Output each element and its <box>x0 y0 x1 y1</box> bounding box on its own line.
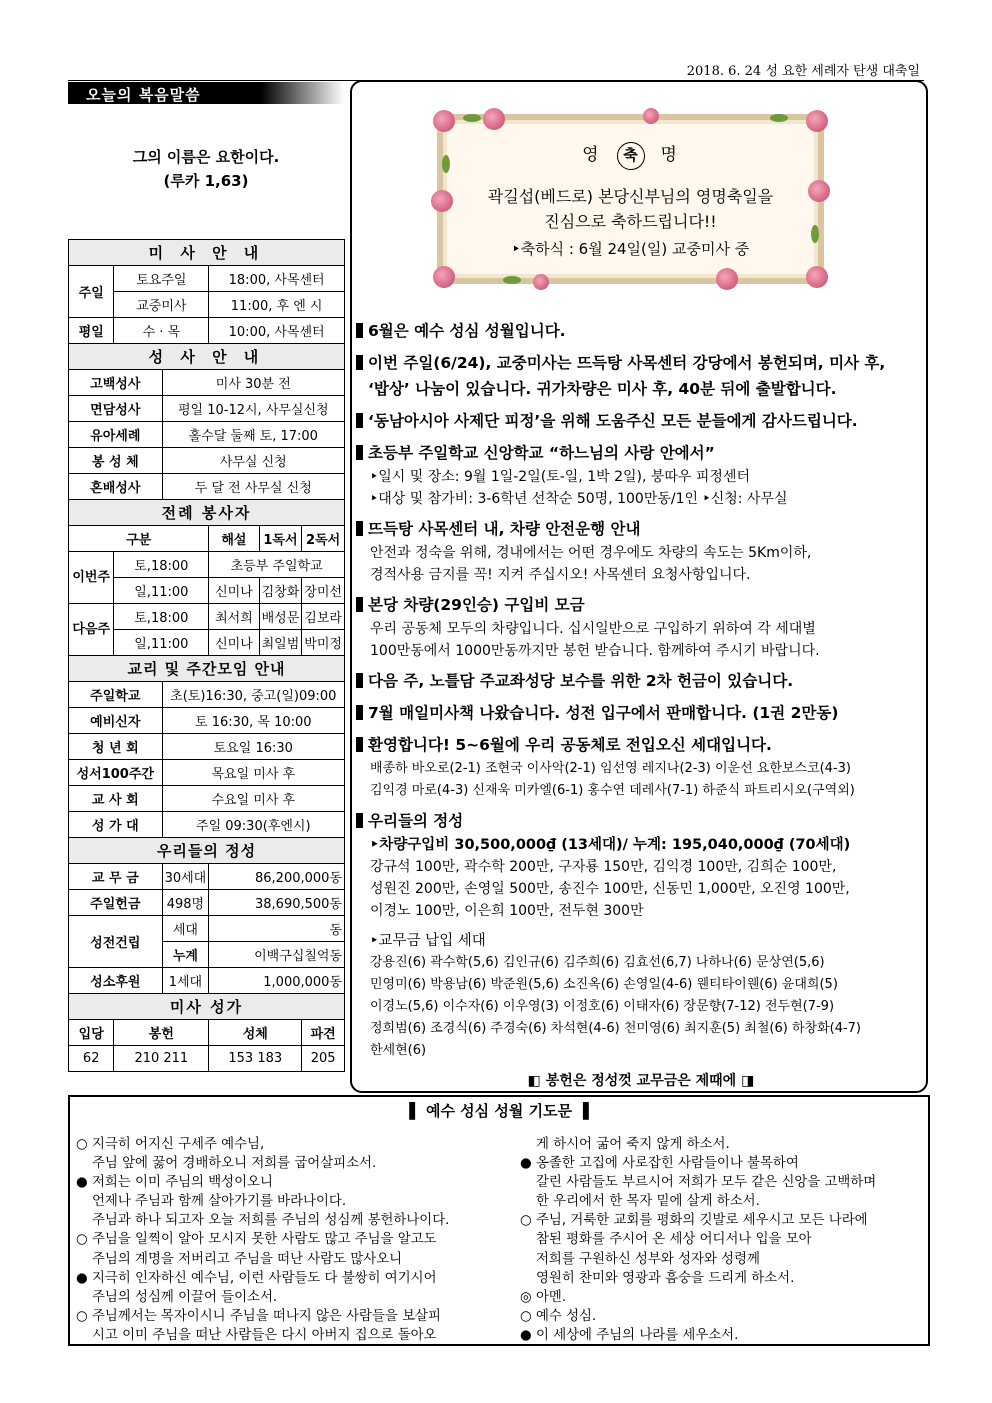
this-week-label: 이번주 <box>69 552 114 604</box>
footer-note: ◧ 봉헌은 정성껏 교무금은 제때에 ◨ <box>527 1073 755 1089</box>
notice-heading <box>356 318 926 344</box>
notice-heading <box>356 350 926 376</box>
notice-text: 민영미(6) 박용남(6) 박준원(5,6) 소진옥(6) 손영일(4-6) 웬티타이웬(6) 윤대희(5) <box>370 977 838 992</box>
prayer-line <box>76 1250 516 1269</box>
leaf-icon <box>770 114 788 122</box>
sacrament-info: 두 달 전 사무실 신청 <box>162 474 344 500</box>
hymn-col: 성체 <box>209 1020 302 1046</box>
gospel-line-2: (루카 1,63) <box>163 172 249 190</box>
rose-icon <box>433 110 455 132</box>
notice-heading-text: 본당 차량(29인승) 구입비 모금 <box>368 596 585 614</box>
prayer-line <box>76 1230 516 1249</box>
prayer-marker-icon: ● <box>520 1327 532 1343</box>
prayer-text: 주님과 하나 되고자 오늘 저희를 주님의 성심께 봉헌하나이다. <box>92 1213 450 1229</box>
meeting-info: 토요일 16:30 <box>162 734 344 760</box>
notice-text: 강규석 100만, 곽수학 200만, 구자룡 150만, 김익경 100만, 김희순 100만, <box>370 859 837 875</box>
notice-text: 정희범(6) 조경식(6) 주경숙(6) 차석현(4-6) 천미영(6) 최지훈(5) 최철(6) 하창화(4-7) <box>370 1021 862 1036</box>
hymn-val: 153 183 <box>209 1046 302 1072</box>
prayer-text: 주님 앞에 꿇어 경배하오니 저희를 굽어살피소서. <box>92 1156 377 1172</box>
servers-col: 구분 <box>69 526 209 552</box>
prayer-text: 주님의 성심께 이끌어 들이소서. <box>92 1289 278 1305</box>
servers-col: 해설 <box>209 526 259 552</box>
notice-text: 배종하 바오로(2-1) 조현국 이사악(2-1) 임선영 레지나(2-3) 이운선 요한보스코(4-3) <box>370 761 851 776</box>
offering-amount: 이백구십칠억동 <box>209 942 345 968</box>
servers-col: 2독서 <box>302 526 345 552</box>
square-bullet-icon <box>356 597 363 612</box>
servers-cell: 최일범 <box>259 630 302 656</box>
prayer-line <box>76 1269 516 1288</box>
prayer-line <box>520 1192 925 1211</box>
congrats-line: 진심으로 축하드립니다!! <box>544 212 717 231</box>
notice-text: 한세현(6) <box>370 1043 427 1058</box>
sacraments-header: 성 사 안 내 <box>69 344 345 370</box>
prayer-line <box>76 1135 516 1154</box>
prayer-line <box>520 1154 925 1173</box>
offering-sub: 세대 <box>162 916 209 942</box>
servers-cell: 김창화 <box>259 578 302 604</box>
meeting-info: 주일 09:30(후엔시) <box>162 812 344 838</box>
prayer-marker-icon: ○ <box>520 1308 532 1324</box>
offering-count: 1세대 <box>162 968 209 994</box>
sacrament-name: 고백성사 <box>69 370 163 396</box>
prayer-marker-icon: ○ <box>76 1308 88 1324</box>
square-bullet-icon <box>356 673 363 688</box>
prayer-text: 주님을 일찍이 알아 모시지 못한 사람도 많고 주님을 알고도 <box>92 1232 437 1248</box>
prayer-right-column <box>520 1135 925 1345</box>
prayer-marker-icon: ● <box>76 1270 88 1286</box>
mass-time: 11:00, 후 엔 시 <box>209 292 345 318</box>
notice-heading-text: 뜨득탕 사목센터 내, 차량 안전운행 안내 <box>368 520 641 538</box>
prayer-text: 이 세상에 주님의 나라를 세우소서. <box>536 1327 739 1343</box>
servers-time: 토,18:00 <box>114 604 209 630</box>
meeting-info: 목요일 미사 후 <box>162 760 344 786</box>
prayer-line <box>520 1135 925 1154</box>
square-bullet-icon <box>356 445 363 460</box>
servers-col: 1독서 <box>259 526 302 552</box>
prayer-text: 영원히 찬미와 영광과 흠숭을 드리게 하소서. <box>536 1270 795 1286</box>
date-header: 2018. 6. 24 성 요한 세례자 탄생 대축일 <box>686 64 920 79</box>
congrats-title <box>437 140 824 170</box>
sacrament-info: 사무실 신청 <box>162 448 344 474</box>
notice-text: 우리 공동체 모두의 차량입니다. 십시일반으로 구입하기 위하여 각 세대별 <box>370 621 816 637</box>
prayer-text: 한 우리에서 한 목자 밑에 살게 하소서. <box>536 1194 760 1210</box>
notice-heading-text: 7월 매일미사책 나왔습니다. 성전 입구에서 판매합니다. (1권 2만동) <box>368 704 839 722</box>
offering-amount: 1,000,000동 <box>209 968 345 994</box>
notice-heading <box>356 808 926 834</box>
notice-text: 성원진 200만, 손영일 500만, 송진수 100만, 신동민 1,000만, 오진영 100만, <box>370 881 850 897</box>
congrats-line: 곽길섭(베드로) 본당신부님의 영명축일을 <box>487 187 774 206</box>
notice-text: ‣대상 및 참가비: 3-6학년 선착순 50명, 100만동/1인 ‣신청: 사무실 <box>370 491 788 507</box>
notice-heading-text: 환영합니다! 5~6월에 우리 공동체로 전입오신 세대입니다. <box>368 736 772 754</box>
servers-cell: 신미나 <box>209 630 259 656</box>
offering-name: 주일헌금 <box>69 890 163 916</box>
notice-heading <box>356 408 926 434</box>
sunday-label: 주일 <box>69 266 114 318</box>
servers-time: 일,11:00 <box>114 578 209 604</box>
rose-icon <box>533 274 549 290</box>
prayer-line <box>76 1154 516 1173</box>
meeting-name: 예비신자 <box>69 708 163 734</box>
prayer-line <box>520 1230 925 1249</box>
notice-heading <box>356 592 926 618</box>
servers-cell: 장미선 <box>302 578 345 604</box>
notice-heading <box>356 516 926 542</box>
meeting-name: 교 사 회 <box>69 786 163 812</box>
next-week-label: 다음주 <box>69 604 114 656</box>
offering-count: 30세대 <box>162 864 209 890</box>
congrats-body <box>437 184 824 234</box>
prayer-line <box>520 1307 925 1326</box>
mass-time: 18:00, 사목센터 <box>209 266 345 292</box>
prayer-title: ▌ 예수 성심 성월 기도문 ▐ <box>409 1102 589 1120</box>
rose-icon <box>806 110 828 132</box>
notice-text: 경적사용 금지를 꼭! 지켜 주십시오! 사목센터 요청사항입니다. <box>370 567 751 583</box>
hymn-val: 205 <box>302 1046 345 1072</box>
prayer-text: 주님께서는 목자이시니 주님을 떠나지 않은 사람들을 보살피 <box>92 1308 441 1324</box>
servers-cell: 배성문 <box>259 604 302 630</box>
sacrament-name: 봉 성 체 <box>69 448 163 474</box>
prayer-text: 옹졸한 고집에 사로잡힌 사람들이나 불목하여 <box>536 1156 799 1172</box>
square-bullet-icon <box>356 521 363 536</box>
servers-header: 전례 봉사자 <box>69 500 345 526</box>
notice-list <box>356 318 926 1062</box>
square-bullet-icon <box>356 355 363 370</box>
notice-text: 안전과 정숙을 위해, 경내에서는 어떤 경우에도 차량의 속도는 5Km이하, <box>370 545 812 561</box>
sacrament-name: 혼배성사 <box>69 474 163 500</box>
prayer-marker-icon: ● <box>76 1175 88 1191</box>
prayer-line <box>76 1288 516 1307</box>
notice-text: ‣일시 및 장소: 9월 1일-2일(토-일, 1박 2일), 붕따우 피정센터 <box>370 469 750 485</box>
square-bullet-icon <box>356 737 363 752</box>
notice-heading-text: ‘동남아시아 사제단 피정’을 위해 도움주신 모든 분들에게 감사드립니다. <box>368 412 858 430</box>
sacrament-name: 유아세례 <box>69 422 163 448</box>
rose-icon <box>643 108 659 124</box>
hymn-col: 파견 <box>302 1020 345 1046</box>
prayer-line <box>520 1288 925 1307</box>
meetings-header: 교리 및 주간모임 안내 <box>69 656 345 682</box>
prayer-line <box>520 1173 925 1192</box>
notice-text: 강용진(6) 곽수학(5,6) 김인규(6) 김주희(6) 김효선(6,7) 나하나(6) 문상연(5,6) <box>370 955 825 970</box>
congrats-sub: ‣축하식 : 6월 24일(일) 교중미사 중 <box>511 240 750 258</box>
prayer-line <box>76 1307 516 1326</box>
hymn-col: 봉헌 <box>114 1020 209 1046</box>
notice-text: 이경노 100만, 이은희 100만, 전두현 300만 <box>370 903 644 919</box>
servers-cell: 김보라 <box>302 604 345 630</box>
notice-text: ‣차량구입비 30,500,000₫ (13세대)/ 누계: 195,040,000₫ (70세대) <box>370 837 851 853</box>
prayer-marker-icon: ○ <box>76 1232 88 1248</box>
square-bullet-icon <box>356 413 363 428</box>
weekday-name: 수 · 목 <box>114 318 209 344</box>
offerings-header: 우리들의 정성 <box>69 838 345 864</box>
hymn-val: 210 211 <box>114 1046 209 1072</box>
prayer-text: 게 하시어 굶어 죽지 않게 하소서. <box>536 1137 730 1152</box>
congrats-title-right: 명 <box>660 145 679 165</box>
prayer-line <box>520 1326 925 1345</box>
notice-heading-text: 6월은 예수 성심 성월입니다. <box>368 322 566 340</box>
prayer-line <box>520 1211 925 1230</box>
celebration-emblem-icon: 축 <box>617 142 645 170</box>
offering-amount: 38,690,500동 <box>209 890 345 916</box>
servers-time: 일,11:00 <box>114 630 209 656</box>
meeting-name: 성서100주간 <box>69 760 163 786</box>
prayer-text: 저희는 이미 주님의 백성이오니 <box>92 1175 273 1191</box>
meeting-info: 토 16:30, 목 10:00 <box>162 708 344 734</box>
prayer-text: 지극히 인자하신 예수님, 이런 사람들도 다 불쌍히 여기시어 <box>92 1270 437 1286</box>
hymn-val: 62 <box>69 1046 114 1072</box>
sacrament-info: 미사 30분 전 <box>162 370 344 396</box>
meeting-info: 수요일 미사 후 <box>162 786 344 812</box>
hymn-col: 입당 <box>69 1020 114 1046</box>
servers-time: 토,18:00 <box>114 552 209 578</box>
mass-name: 교중미사 <box>114 292 209 318</box>
weekday-time: 10:00, 사목센터 <box>209 318 345 344</box>
prayer-text: 아멘. <box>536 1289 567 1305</box>
gospel-text <box>68 145 344 193</box>
square-bullet-icon <box>356 705 363 720</box>
prayer-marker-icon: ○ <box>76 1137 88 1152</box>
meeting-name: 청 년 회 <box>69 734 163 760</box>
leaf-icon <box>463 114 481 122</box>
prayer-text: 저희를 구원하신 성부와 성자와 성령께 <box>536 1251 760 1267</box>
notice-text: ‣교무금 납입 세대 <box>370 933 486 949</box>
notice-text: 100만동에서 1000만동까지만 봉헌 받습니다. 함께하여 주시기 바랍니다. <box>370 643 820 659</box>
rose-icon <box>716 268 738 290</box>
prayer-text: 언제나 주님과 함께 살아가기를 바라나이다. <box>92 1194 347 1210</box>
congrats-title-left: 영 <box>582 145 601 165</box>
rose-icon <box>483 108 505 130</box>
mass-header: 미 사 안 내 <box>69 240 345 266</box>
rose-icon <box>806 266 828 288</box>
servers-cell: 신미나 <box>209 578 259 604</box>
prayer-text: 갈린 사람들도 부르시어 저희가 모두 같은 신앙을 고백하며 <box>536 1175 877 1191</box>
notice-heading-text: 다음 주, 노틀담 주교좌성당 보수를 위한 2차 헌금이 있습니다. <box>368 672 794 690</box>
sacrament-info: 홀수달 둘째 토, 17:00 <box>162 422 344 448</box>
offering-amount: 86,200,000동 <box>209 864 345 890</box>
offering-count: 498명 <box>162 890 209 916</box>
prayer-line <box>520 1269 925 1288</box>
notice-heading <box>356 668 926 694</box>
prayer-text: 주님의 계명을 저버리고 주님을 떠난 사람도 많사오니 <box>92 1251 403 1267</box>
hymns-header: 미사 성가 <box>69 994 345 1020</box>
mass-name: 토요주일 <box>114 266 209 292</box>
sacrament-name: 면담성사 <box>69 396 163 422</box>
notice-heading-text: 이번 주일(6/24), 교중미사는 뜨득탕 사목센터 강당에서 봉헌되며, 미사 후, <box>368 354 886 372</box>
gospel-title: 오늘의 복음말씀 <box>68 82 344 104</box>
prayer-text: 주님, 거룩한 교회를 평화의 깃발로 세우시고 모든 나라에 <box>536 1213 868 1229</box>
prayer-left-column <box>76 1135 516 1345</box>
meeting-name: 주일학교 <box>69 682 163 708</box>
prayer-text: 예수 성심. <box>536 1308 597 1324</box>
prayer-line <box>520 1250 925 1269</box>
notice-text: 이경노(5,6) 이수자(6) 이우영(3) 이정호(6) 이태자(6) 장문향(7-12) 전두현(7-9) <box>370 999 835 1014</box>
prayer-line <box>76 1211 516 1230</box>
offering-name: 교 무 금 <box>69 864 163 890</box>
servers-all: 초등부 주일학교 <box>209 552 345 578</box>
prayer-line <box>76 1173 516 1192</box>
leaf-icon <box>503 276 521 284</box>
prayer-text: 참된 평화를 주시어 온 세상 어디서나 입을 모아 <box>536 1232 812 1248</box>
gospel-line-1: 그의 이름은 요한이다. <box>132 148 280 166</box>
prayer-text: 지극히 어지신 구세주 예수님, <box>92 1137 265 1152</box>
offering-sub: 누계 <box>162 942 209 968</box>
prayer-marker-icon: ○ <box>520 1213 532 1229</box>
notice-heading <box>356 440 926 466</box>
prayer-marker-icon: ● <box>520 1156 532 1172</box>
info-table <box>68 239 345 1072</box>
offering-name: 성전건립 <box>69 916 163 968</box>
servers-cell: 박미정 <box>302 630 345 656</box>
prayer-text: 시고 이미 주님을 떠난 사람들은 다시 아버지 집으로 돌아오 <box>92 1327 437 1343</box>
sacrament-info: 평일 10-12시, 사무실신청 <box>162 396 344 422</box>
offering-name: 성소후원 <box>69 968 163 994</box>
prayer-line <box>76 1326 516 1345</box>
prayer-line <box>76 1192 516 1211</box>
notice-heading <box>356 732 926 758</box>
weekday-label: 평일 <box>69 318 114 344</box>
notice-heading-text: 우리들의 정성 <box>368 812 464 830</box>
notice-heading <box>356 700 926 726</box>
servers-cell: 최서희 <box>209 604 259 630</box>
notice-heading-text: 초등부 주일학교 신앙학교 “하느님의 사랑 안에서” <box>368 444 715 462</box>
meeting-info: 초(토)16:30, 중고(일)09:00 <box>162 682 344 708</box>
rose-icon <box>433 266 455 288</box>
notice-text: 김익경 마로(4-3) 신재욱 미카엘(6-1) 홍수연 데레사(7-1) 하준식 파트리시오(구역외) <box>370 783 855 798</box>
square-bullet-icon <box>356 323 363 338</box>
offering-amount: 동 <box>209 916 345 942</box>
square-bullet-icon <box>356 813 363 828</box>
prayer-marker-icon: ◎ <box>520 1289 532 1305</box>
meeting-name: 성 가 대 <box>69 812 163 838</box>
notice-heading-cont: ‘밥상’ 나눔이 있습니다. 귀가차량은 미사 후, 40분 뒤에 출발합니다. <box>368 380 837 398</box>
